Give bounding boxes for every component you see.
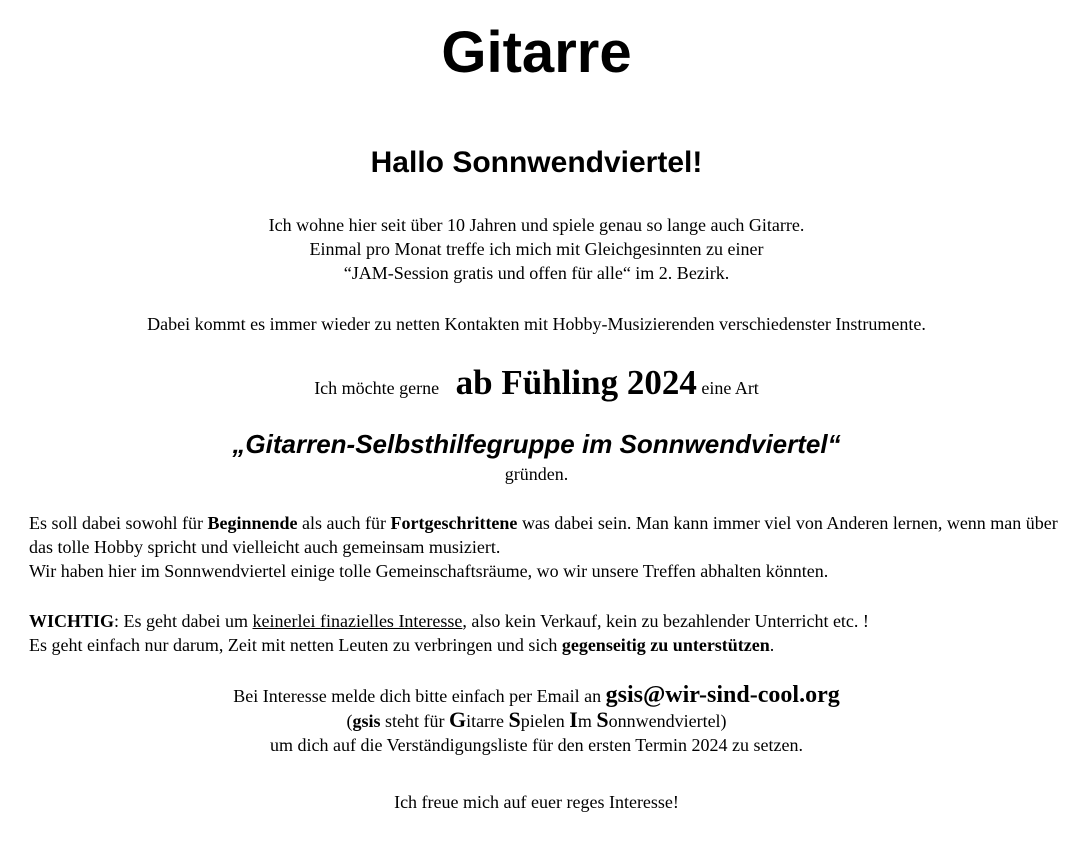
contact-email: gsis@wir-sind-cool.org xyxy=(605,682,840,708)
important-paragraph xyxy=(29,609,1059,657)
abbr-steht: steht für xyxy=(380,711,449,731)
abbr-letter-i: I xyxy=(569,707,578,732)
wish-highlight: ab Fühling 2024 xyxy=(455,363,697,402)
contact-prefix: Bei Interesse melde dich bitte einfach per Email an xyxy=(233,686,606,706)
abbr-word-spielen: pielen xyxy=(520,711,570,731)
audience-text-2: als auch für xyxy=(297,513,391,533)
group-name-heading: „Gitarren-Selbsthilfegruppe im Sonnwendviertel“ xyxy=(232,429,841,459)
audience-paragraph xyxy=(29,511,1059,583)
audience-text-3: was dabei sein. Man kann immer viel von Anderen lernen, wenn man über das tolle Hobby spricht und vielleicht auch gemeinsam musiziert. xyxy=(29,513,1058,557)
contacts-paragraph: Dabei kommt es immer wieder zu netten Kontakten mit Hobby-Musizierenden verschiedenster Instrumente. xyxy=(147,314,926,334)
contact-paragraph xyxy=(0,683,1073,757)
audience-beginners: Beginnende xyxy=(207,513,298,533)
wish-paragraph xyxy=(0,360,1073,411)
audience-rooms-line: Wir haben hier im Sonnwendviertel einige tolle Gemeinschaftsräume, wo wir unsere Treffen abhalten könnten. xyxy=(29,561,829,581)
wish-prefix: Ich möchte gerne xyxy=(314,378,440,398)
important-text-1: : Es geht dabei um xyxy=(114,611,253,631)
important-line2-end: . xyxy=(769,635,775,655)
intro-line-3: “JAM-Session gratis und offen für alle“ im 2. Bezirk. xyxy=(343,263,730,283)
abbr-gsis: gsis xyxy=(352,711,381,731)
audience-text-1: Es soll dabei sowohl für xyxy=(29,513,208,533)
abbr-word-im: m xyxy=(577,711,597,731)
audience-advanced: Fortgeschrittene xyxy=(390,513,518,533)
intro-line-1: Ich wohne hier seit über 10 Jahren und spiele genau so lange auch Gitarre. xyxy=(268,215,805,235)
important-underlined: keinerlei finazielles Interesse xyxy=(252,611,463,631)
closing-line: Ich freue mich auf euer reges Interesse! xyxy=(394,792,679,812)
important-text-2: , also kein Verkauf, kein zu bezahlender Unterricht etc. ! xyxy=(462,611,869,631)
abbr-word-gitarre: itarre xyxy=(466,711,509,731)
intro-line-2: Einmal pro Monat treffe ich mich mit Gleichgesinnten zu einer xyxy=(309,239,764,259)
wish-suffix: eine Art xyxy=(701,378,759,398)
important-line2-text: Es geht einfach nur darum, Zeit mit netten Leuten zu verbringen und sich xyxy=(29,635,562,655)
important-line2-bold: gegenseitig zu unterstützen xyxy=(561,635,770,655)
abbr-word-sonnwendviertel: onnwendviertel) xyxy=(608,711,727,731)
abbr-open-paren: ( xyxy=(346,711,353,731)
page-title: Gitarre xyxy=(441,20,632,85)
contact-list-line: um dich auf die Verständigungsliste für den ersten Termin 2024 zu setzen. xyxy=(270,735,803,755)
abbr-letter-s: S xyxy=(508,707,521,732)
abbr-letter-g: G xyxy=(448,707,467,732)
found-line: gründen. xyxy=(504,464,569,484)
abbr-letter-s2: S xyxy=(596,707,609,732)
intro-paragraph xyxy=(0,213,1073,285)
greeting-heading: Hallo Sonnwendviertel! xyxy=(370,146,703,179)
important-label: WICHTIG xyxy=(29,611,115,631)
